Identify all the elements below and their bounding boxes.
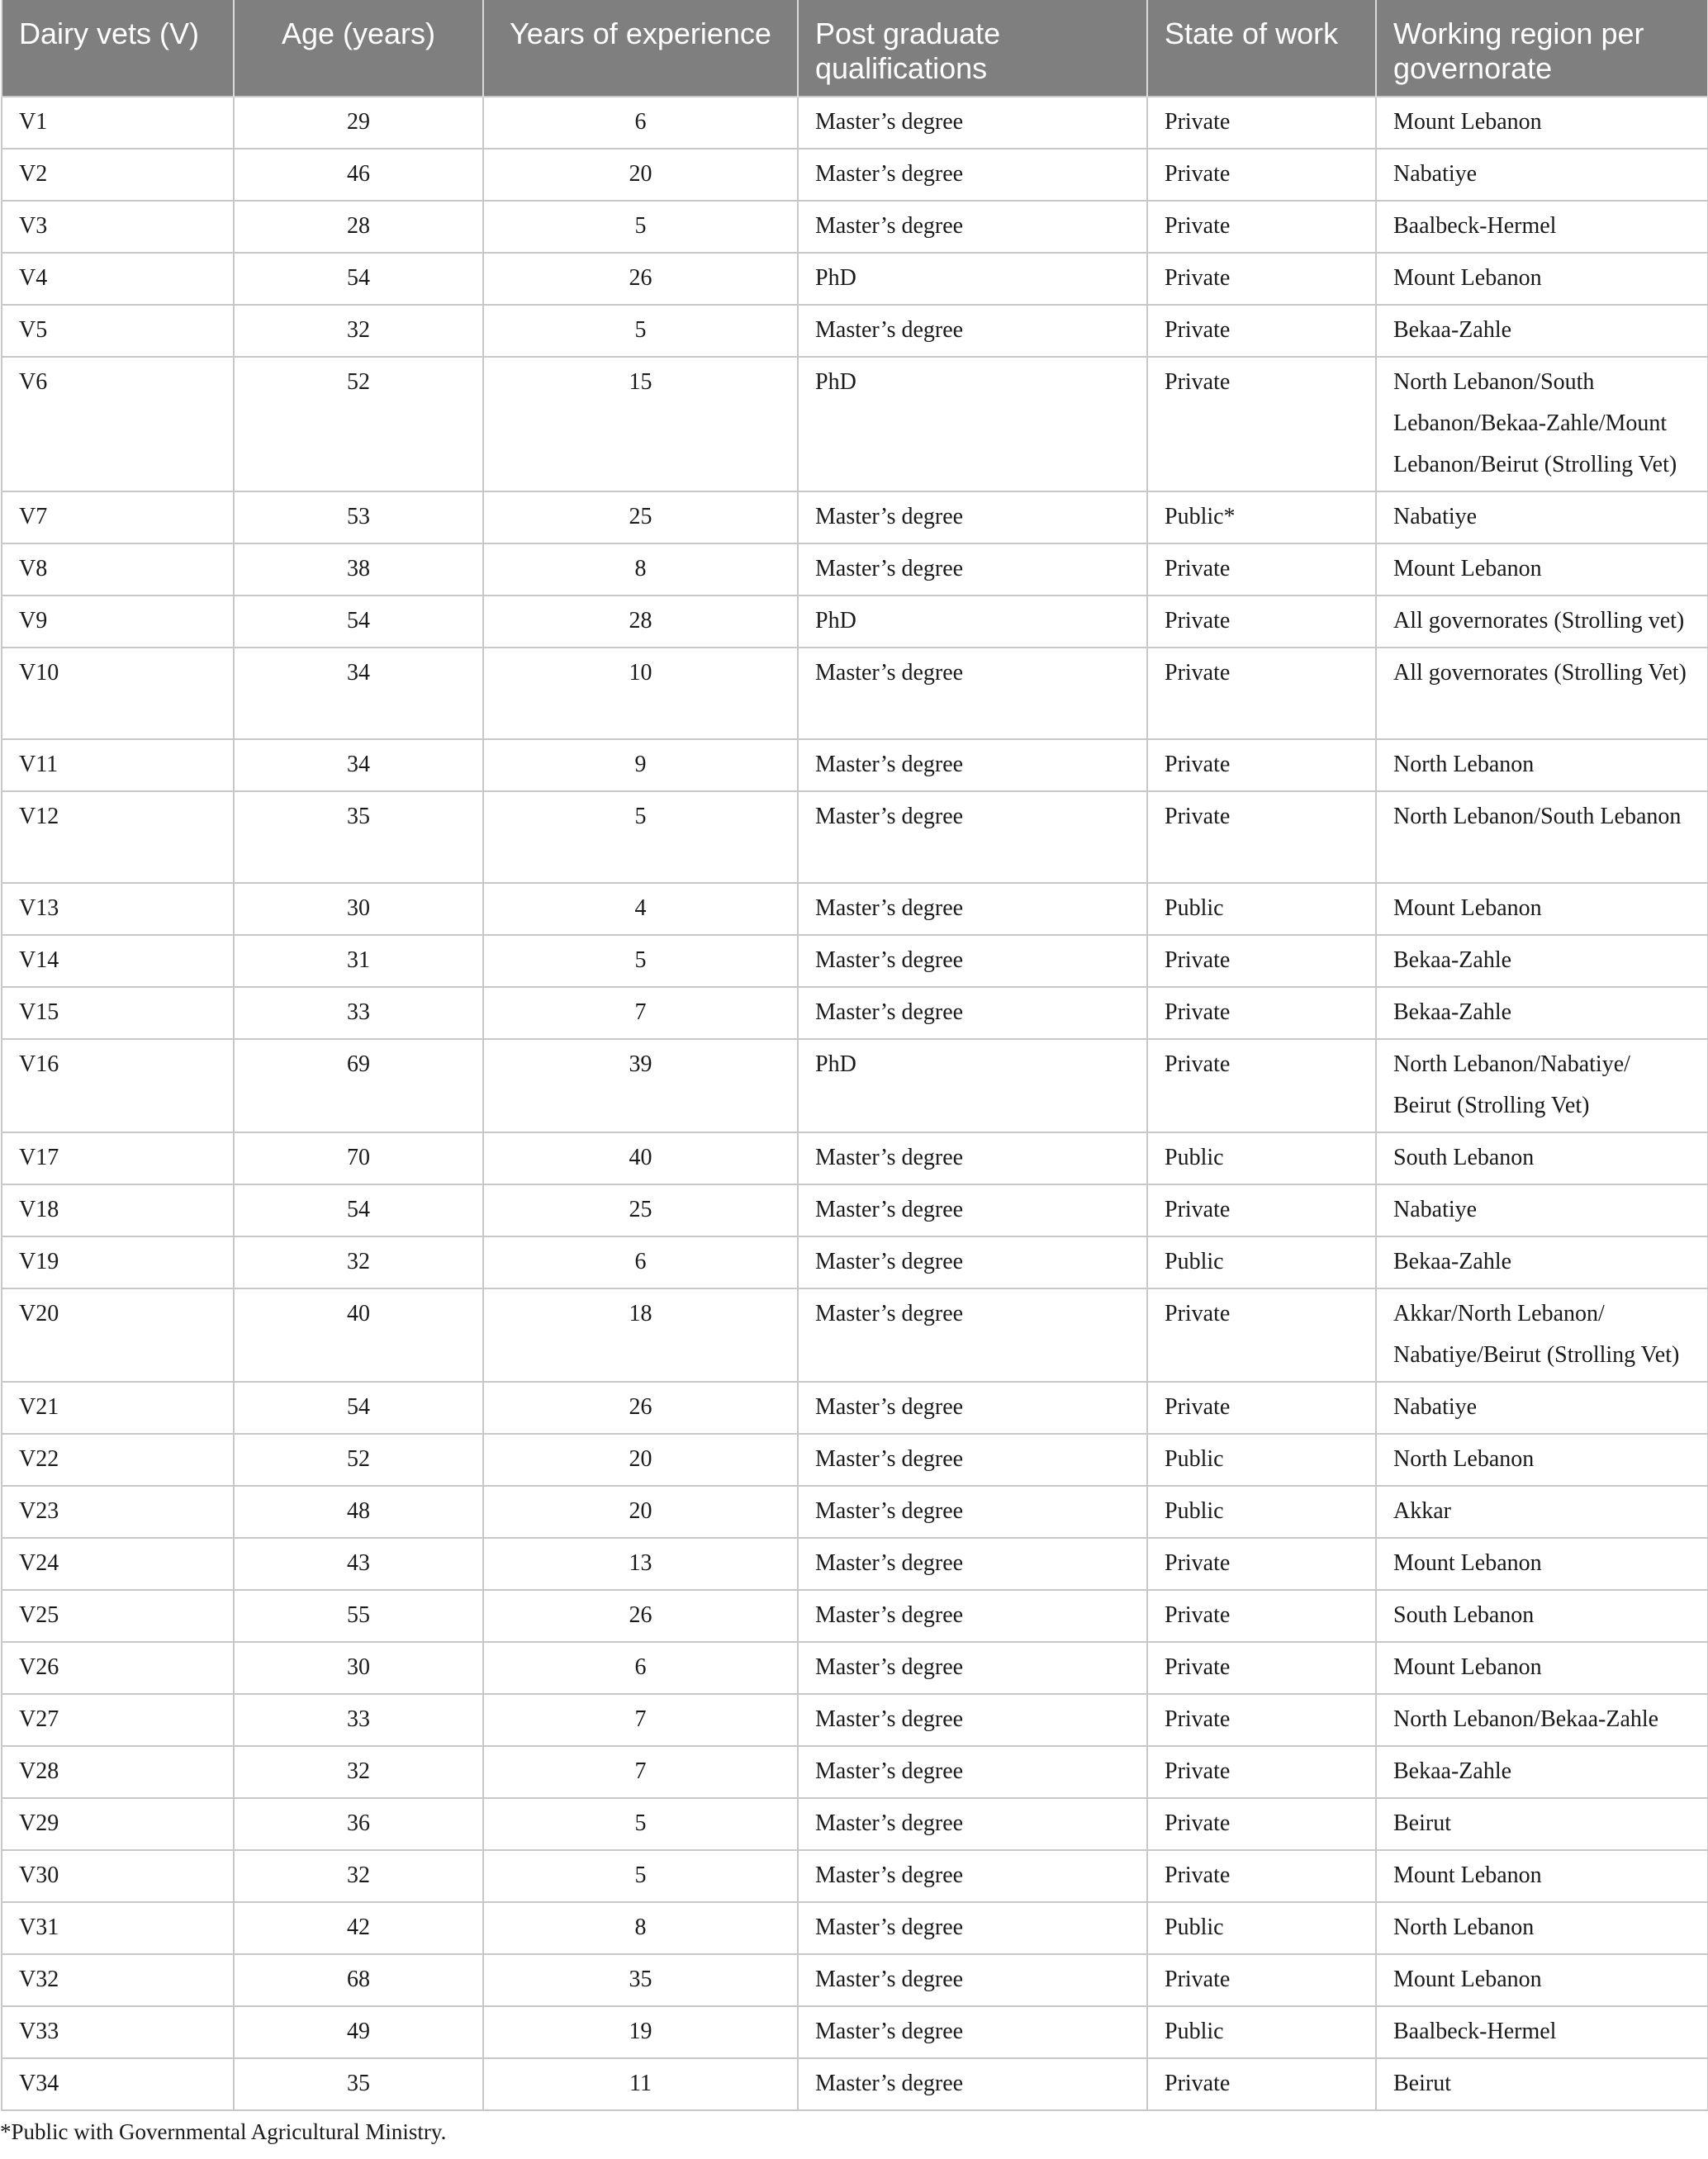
cell-age: 46	[234, 149, 483, 201]
cell-age: 36	[234, 1798, 483, 1850]
cell-vet-id: V30	[2, 1850, 234, 1902]
cell-working-region: South Lebanon	[1376, 1132, 1708, 1184]
cell-working-region: Mount Lebanon	[1376, 1538, 1708, 1590]
cell-experience: 8	[483, 543, 798, 596]
cell-qualification: Master’s degree	[798, 739, 1147, 791]
cell-qualification: PhD	[798, 357, 1147, 491]
cell-qualification: Master’s degree	[798, 1590, 1147, 1642]
cell-age: 70	[234, 1132, 483, 1184]
cell-vet-id: V10	[2, 648, 234, 739]
cell-age: 35	[234, 2058, 483, 2110]
cell-experience: 20	[483, 1486, 798, 1538]
cell-vet-id: V27	[2, 1694, 234, 1746]
cell-experience: 5	[483, 305, 798, 357]
cell-experience: 35	[483, 1954, 798, 2006]
cell-age: 29	[234, 97, 483, 149]
cell-working-region: Nabatiye	[1376, 1382, 1708, 1434]
table-row	[2, 1538, 1708, 1590]
table-row	[2, 1236, 1708, 1288]
table-row	[2, 1486, 1708, 1538]
cell-state-of-work: Private	[1147, 987, 1376, 1039]
table-row	[2, 305, 1708, 357]
cell-qualification: PhD	[798, 1039, 1147, 1132]
table-row	[2, 1902, 1708, 1954]
cell-age: 69	[234, 1039, 483, 1132]
cell-qualification: Master’s degree	[798, 883, 1147, 935]
cell-vet-id: V34	[2, 2058, 234, 2110]
cell-age: 54	[234, 253, 483, 305]
cell-age: 54	[234, 1382, 483, 1434]
cell-working-region: North Lebanon	[1376, 1902, 1708, 1954]
cell-age: 30	[234, 883, 483, 935]
cell-state-of-work: Public	[1147, 2006, 1376, 2058]
table-row	[2, 1746, 1708, 1798]
cell-state-of-work: Private	[1147, 739, 1376, 791]
table-row	[2, 149, 1708, 201]
cell-qualification: Master’s degree	[798, 1184, 1147, 1236]
cell-state-of-work: Private	[1147, 1590, 1376, 1642]
cell-working-region: North Lebanon	[1376, 1434, 1708, 1486]
header-row	[2, 0, 1708, 97]
cell-experience: 15	[483, 357, 798, 491]
cell-state-of-work: Private	[1147, 1694, 1376, 1746]
header-state-of-work: State of work	[1147, 0, 1376, 97]
cell-qualification: Master’s degree	[798, 149, 1147, 201]
cell-age: 33	[234, 987, 483, 1039]
table-body	[2, 97, 1708, 2110]
cell-vet-id: V14	[2, 935, 234, 987]
cell-age: 40	[234, 1288, 483, 1382]
cell-vet-id: V8	[2, 543, 234, 596]
cell-experience: 6	[483, 97, 798, 149]
cell-experience: 5	[483, 201, 798, 253]
cell-age: 53	[234, 491, 483, 543]
table-row	[2, 201, 1708, 253]
table-row	[2, 1039, 1708, 1132]
table-row	[2, 97, 1708, 149]
cell-qualification: Master’s degree	[798, 201, 1147, 253]
cell-qualification: Master’s degree	[798, 987, 1147, 1039]
cell-qualification: Master’s degree	[798, 1694, 1147, 1746]
cell-qualification: Master’s degree	[798, 1486, 1147, 1538]
cell-experience: 5	[483, 1798, 798, 1850]
cell-vet-id: V4	[2, 253, 234, 305]
cell-state-of-work: Public	[1147, 1486, 1376, 1538]
cell-state-of-work: Private	[1147, 1746, 1376, 1798]
cell-state-of-work: Public	[1147, 1236, 1376, 1288]
cell-state-of-work: Private	[1147, 201, 1376, 253]
cell-state-of-work: Public	[1147, 1132, 1376, 1184]
cell-working-region: Bekaa-Zahle	[1376, 935, 1708, 987]
cell-vet-id: V24	[2, 1538, 234, 1590]
table-row	[2, 648, 1708, 739]
cell-vet-id: V25	[2, 1590, 234, 1642]
cell-working-region: Bekaa-Zahle	[1376, 1236, 1708, 1288]
cell-working-region: Akkar	[1376, 1486, 1708, 1538]
cell-vet-id: V3	[2, 201, 234, 253]
table-row	[2, 491, 1708, 543]
cell-vet-id: V12	[2, 791, 234, 883]
cell-qualification: Master’s degree	[798, 1132, 1147, 1184]
cell-working-region: Mount Lebanon	[1376, 1850, 1708, 1902]
cell-experience: 40	[483, 1132, 798, 1184]
table-row	[2, 1798, 1708, 1850]
cell-experience: 4	[483, 883, 798, 935]
header-working-region: Working region per governorate	[1376, 0, 1708, 97]
table-row	[2, 1288, 1708, 1382]
cell-age: 31	[234, 935, 483, 987]
cell-qualification: PhD	[798, 596, 1147, 648]
cell-age: 52	[234, 1434, 483, 1486]
table-row	[2, 253, 1708, 305]
table-row	[2, 1434, 1708, 1486]
cell-experience: 18	[483, 1288, 798, 1382]
cell-state-of-work: Private	[1147, 791, 1376, 883]
cell-vet-id: V16	[2, 1039, 234, 1132]
cell-working-region: North Lebanon/Bekaa-Zahle	[1376, 1694, 1708, 1746]
cell-age: 28	[234, 201, 483, 253]
cell-working-region: Bekaa-Zahle	[1376, 1746, 1708, 1798]
cell-state-of-work: Private	[1147, 1538, 1376, 1590]
cell-age: 43	[234, 1538, 483, 1590]
cell-experience: 13	[483, 1538, 798, 1590]
cell-age: 34	[234, 739, 483, 791]
cell-working-region: All governorates (Strolling vet)	[1376, 596, 1708, 648]
table-row	[2, 739, 1708, 791]
cell-working-region: South Lebanon	[1376, 1590, 1708, 1642]
cell-qualification: Master’s degree	[798, 1434, 1147, 1486]
cell-state-of-work: Private	[1147, 648, 1376, 739]
cell-vet-id: V31	[2, 1902, 234, 1954]
cell-experience: 20	[483, 1434, 798, 1486]
cell-state-of-work: Private	[1147, 596, 1376, 648]
cell-age: 32	[234, 305, 483, 357]
cell-vet-id: V5	[2, 305, 234, 357]
table-row	[2, 1850, 1708, 1902]
table-row	[2, 935, 1708, 987]
cell-qualification: Master’s degree	[798, 543, 1147, 596]
cell-vet-id: V13	[2, 883, 234, 935]
cell-vet-id: V32	[2, 1954, 234, 2006]
cell-working-region: North Lebanon/Nabatiye/ Beirut (Strolling Vet)	[1376, 1039, 1708, 1132]
cell-age: 32	[234, 1746, 483, 1798]
cell-working-region: Baalbeck-Hermel	[1376, 2006, 1708, 2058]
cell-vet-id: V28	[2, 1746, 234, 1798]
cell-state-of-work: Private	[1147, 97, 1376, 149]
cell-qualification: Master’s degree	[798, 1850, 1147, 1902]
cell-qualification: Master’s degree	[798, 1746, 1147, 1798]
cell-experience: 28	[483, 596, 798, 648]
cell-vet-id: V23	[2, 1486, 234, 1538]
cell-state-of-work: Private	[1147, 1798, 1376, 1850]
cell-vet-id: V33	[2, 2006, 234, 2058]
cell-experience: 26	[483, 253, 798, 305]
cell-qualification: Master’s degree	[798, 2058, 1147, 2110]
cell-age: 42	[234, 1902, 483, 1954]
cell-age: 52	[234, 357, 483, 491]
cell-qualification: Master’s degree	[798, 1954, 1147, 2006]
cell-working-region: North Lebanon/South Lebanon/Bekaa-Zahle/Mount Lebanon/Beirut (Strolling Vet)	[1376, 357, 1708, 491]
table-row	[2, 883, 1708, 935]
cell-working-region: Beirut	[1376, 1798, 1708, 1850]
cell-working-region: North Lebanon/South Lebanon	[1376, 791, 1708, 883]
cell-working-region: Beirut	[1376, 2058, 1708, 2110]
cell-experience: 9	[483, 739, 798, 791]
header-experience: Years of experience	[483, 0, 798, 97]
cell-qualification: Master’s degree	[798, 1538, 1147, 1590]
table-row	[2, 357, 1708, 491]
cell-qualification: Master’s degree	[798, 491, 1147, 543]
cell-working-region: Mount Lebanon	[1376, 543, 1708, 596]
cell-working-region: Bekaa-Zahle	[1376, 305, 1708, 357]
cell-experience: 6	[483, 1236, 798, 1288]
table-row	[2, 2006, 1708, 2058]
cell-working-region: Baalbeck-Hermel	[1376, 201, 1708, 253]
cell-working-region: Nabatiye	[1376, 491, 1708, 543]
cell-vet-id: V22	[2, 1434, 234, 1486]
cell-qualification: Master’s degree	[798, 935, 1147, 987]
cell-state-of-work: Private	[1147, 1288, 1376, 1382]
cell-working-region: All governorates (Strolling Vet)	[1376, 648, 1708, 739]
cell-age: 35	[234, 791, 483, 883]
cell-experience: 39	[483, 1039, 798, 1132]
cell-experience: 11	[483, 2058, 798, 2110]
cell-working-region: Mount Lebanon	[1376, 253, 1708, 305]
cell-state-of-work: Private	[1147, 2058, 1376, 2110]
cell-working-region: Mount Lebanon	[1376, 1642, 1708, 1694]
cell-state-of-work: Private	[1147, 1642, 1376, 1694]
cell-vet-id: V6	[2, 357, 234, 491]
cell-experience: 19	[483, 2006, 798, 2058]
cell-vet-id: V15	[2, 987, 234, 1039]
cell-working-region: Nabatiye	[1376, 1184, 1708, 1236]
cell-state-of-work: Private	[1147, 1382, 1376, 1434]
cell-experience: 7	[483, 987, 798, 1039]
cell-working-region: Nabatiye	[1376, 149, 1708, 201]
table-row	[2, 596, 1708, 648]
cell-age: 32	[234, 1236, 483, 1288]
cell-age: 68	[234, 1954, 483, 2006]
cell-age: 34	[234, 648, 483, 739]
cell-vet-id: V17	[2, 1132, 234, 1184]
table-row	[2, 543, 1708, 596]
table-row	[2, 791, 1708, 883]
cell-experience: 5	[483, 1850, 798, 1902]
table-row	[2, 2058, 1708, 2110]
cell-working-region: Mount Lebanon	[1376, 97, 1708, 149]
cell-working-region: North Lebanon	[1376, 739, 1708, 791]
cell-experience: 26	[483, 1590, 798, 1642]
cell-qualification: Master’s degree	[798, 791, 1147, 883]
cell-qualification: Master’s degree	[798, 1382, 1147, 1434]
cell-qualification: Master’s degree	[798, 305, 1147, 357]
cell-experience: 6	[483, 1642, 798, 1694]
cell-state-of-work: Private	[1147, 543, 1376, 596]
cell-age: 55	[234, 1590, 483, 1642]
cell-state-of-work: Private	[1147, 1850, 1376, 1902]
cell-qualification: Master’s degree	[798, 1236, 1147, 1288]
cell-working-region: Bekaa-Zahle	[1376, 987, 1708, 1039]
cell-age: 48	[234, 1486, 483, 1538]
table-row	[2, 1132, 1708, 1184]
cell-vet-id: V19	[2, 1236, 234, 1288]
cell-vet-id: V2	[2, 149, 234, 201]
cell-state-of-work: Private	[1147, 1954, 1376, 2006]
cell-age: 38	[234, 543, 483, 596]
cell-state-of-work: Private	[1147, 305, 1376, 357]
cell-experience: 7	[483, 1746, 798, 1798]
cell-age: 54	[234, 1184, 483, 1236]
cell-age: 49	[234, 2006, 483, 2058]
table-row	[2, 1954, 1708, 2006]
cell-vet-id: V11	[2, 739, 234, 791]
cell-qualification: Master’s degree	[798, 1798, 1147, 1850]
table-row	[2, 1382, 1708, 1434]
header-age: Age (years)	[234, 0, 483, 97]
cell-experience: 5	[483, 935, 798, 987]
cell-vet-id: V7	[2, 491, 234, 543]
cell-experience: 25	[483, 491, 798, 543]
cell-experience: 10	[483, 648, 798, 739]
cell-working-region: Mount Lebanon	[1376, 883, 1708, 935]
table-row	[2, 1694, 1708, 1746]
cell-qualification: Master’s degree	[798, 1288, 1147, 1382]
cell-age: 32	[234, 1850, 483, 1902]
cell-vet-id: V26	[2, 1642, 234, 1694]
table-header	[2, 0, 1708, 97]
cell-state-of-work: Private	[1147, 149, 1376, 201]
table-row	[2, 1590, 1708, 1642]
cell-qualification: Master’s degree	[798, 1642, 1147, 1694]
vets-table	[1, 0, 1708, 2111]
header-dairy-vets: Dairy vets (V)	[2, 0, 234, 97]
cell-state-of-work: Private	[1147, 1184, 1376, 1236]
cell-state-of-work: Public	[1147, 883, 1376, 935]
cell-experience: 26	[483, 1382, 798, 1434]
cell-vet-id: V9	[2, 596, 234, 648]
cell-experience: 7	[483, 1694, 798, 1746]
cell-age: 54	[234, 596, 483, 648]
cell-working-region: Mount Lebanon	[1376, 1954, 1708, 2006]
header-qualifications: Post graduate qualifications	[798, 0, 1147, 97]
footnote: *Public with Governmental Agricultural Ministry.	[0, 2119, 447, 2144]
cell-vet-id: V18	[2, 1184, 234, 1236]
table-row	[2, 1642, 1708, 1694]
cell-qualification: Master’s degree	[798, 648, 1147, 739]
cell-vet-id: V21	[2, 1382, 234, 1434]
cell-state-of-work: Public	[1147, 1902, 1376, 1954]
cell-state-of-work: Private	[1147, 1039, 1376, 1132]
cell-state-of-work: Private	[1147, 935, 1376, 987]
cell-qualification: Master’s degree	[798, 1902, 1147, 1954]
cell-experience: 20	[483, 149, 798, 201]
table-row	[2, 1184, 1708, 1236]
cell-working-region: Akkar/North Lebanon/ Nabatiye/Beirut (Strolling Vet)	[1376, 1288, 1708, 1382]
cell-vet-id: V20	[2, 1288, 234, 1382]
table-row	[2, 987, 1708, 1039]
cell-state-of-work: Public	[1147, 1434, 1376, 1486]
cell-vet-id: V1	[2, 97, 234, 149]
cell-age: 30	[234, 1642, 483, 1694]
cell-state-of-work: Private	[1147, 253, 1376, 305]
cell-experience: 25	[483, 1184, 798, 1236]
cell-state-of-work: Public*	[1147, 491, 1376, 543]
cell-vet-id: V29	[2, 1798, 234, 1850]
cell-age: 33	[234, 1694, 483, 1746]
cell-experience: 5	[483, 791, 798, 883]
cell-experience: 8	[483, 1902, 798, 1954]
cell-state-of-work: Private	[1147, 357, 1376, 491]
cell-qualification: Master’s degree	[798, 2006, 1147, 2058]
cell-qualification: Master’s degree	[798, 97, 1147, 149]
cell-qualification: PhD	[798, 253, 1147, 305]
